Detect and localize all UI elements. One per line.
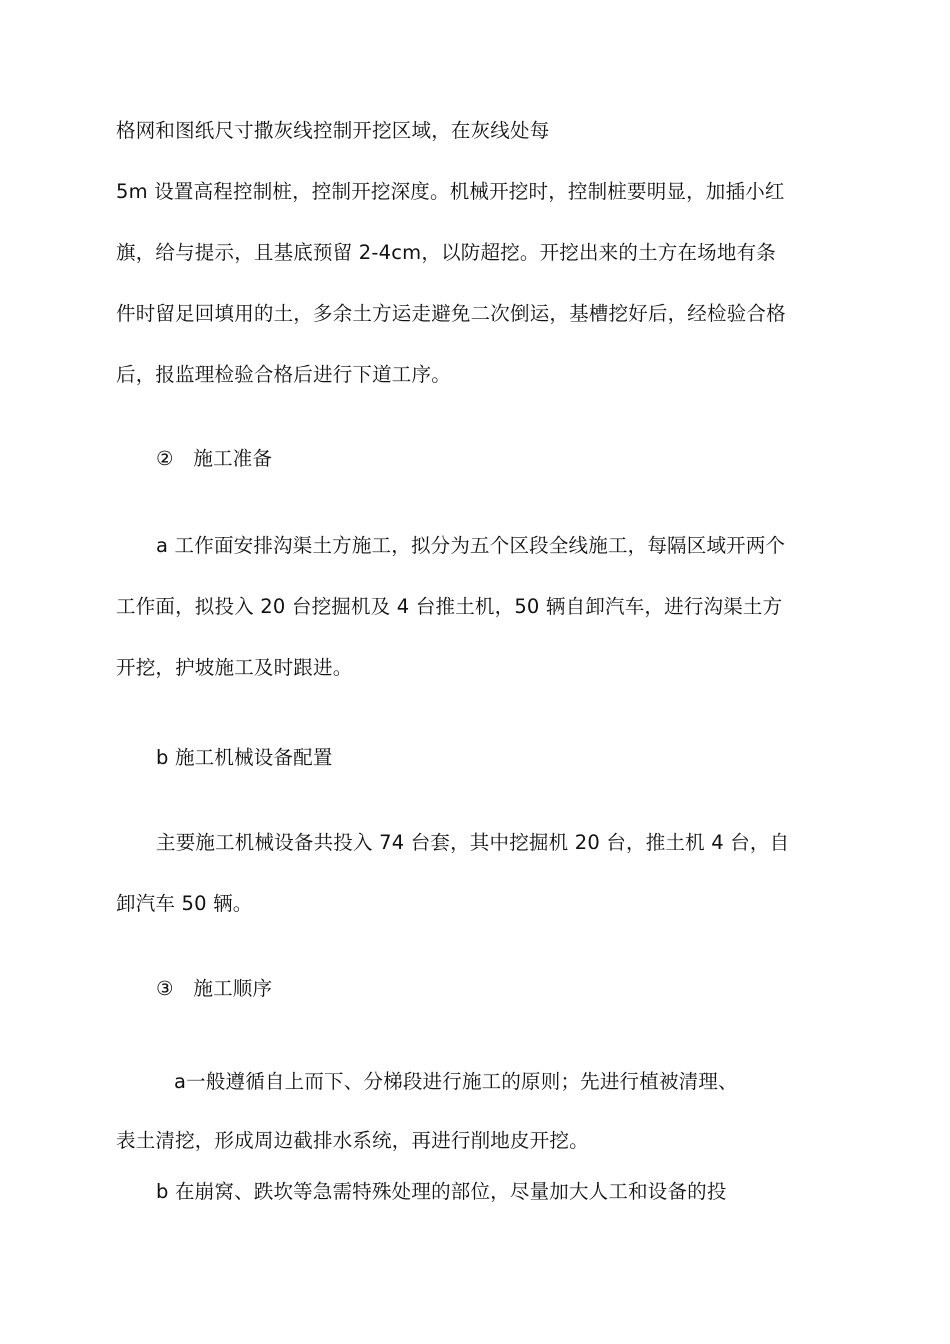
paragraph-line-6: a 工作面安排沟渠土方施工，拟分为五个区段全线施工，每隔区域开两个 (156, 534, 786, 557)
paragraph-line-3: 旗，给与提示，且基底预留 2-4cm，以防超挖。开挖出来的土方在场地有条 (116, 241, 776, 264)
paragraph-line-2: 5m 设置高程控制桩，控制开挖深度。机械开挖时，控制桩要明显，加插小红 (116, 180, 785, 203)
paragraph-line-1: 格网和图纸尺寸撒灰线控制开挖区域，在灰线处每 (116, 119, 550, 142)
paragraph-line-9: 主要施工机械设备共投入 74 台套，其中挖掘机 20 台，推土机 4 台，自 (156, 831, 790, 854)
section-heading-preparation: ② 施工准备 (156, 447, 273, 470)
paragraph-line-5: 后，报监理检验合格后进行下道工序。 (116, 363, 451, 386)
subheading-equipment: b 施工机械设备配置 (156, 746, 333, 769)
section-heading-sequence: ③ 施工顺序 (156, 977, 273, 1000)
paragraph-line-13: b 在崩窝、跌坎等急需特殊处理的部位，尽量加大人工和设备的投 (156, 1180, 727, 1203)
paragraph-line-11: a一般遵循自上而下、分梯段进行施工的原则；先进行植被清理、 (174, 1070, 738, 1093)
paragraph-line-4: 件时留足回填用的土，多余土方运走避免二次倒运，基槽挖好后，经检验合格 (116, 302, 786, 325)
paragraph-line-10: 卸汽车 50 辆。 (116, 892, 253, 915)
paragraph-line-8: 开挖，护坡施工及时跟进。 (116, 656, 353, 679)
paragraph-line-7: 工作面，拟投入 20 台挖掘机及 4 台推土机，50 辆自卸汽车，进行沟渠土方 (116, 595, 783, 618)
paragraph-line-12: 表土清挖，形成周边截排水系统，再进行削地皮开挖。 (116, 1129, 589, 1152)
